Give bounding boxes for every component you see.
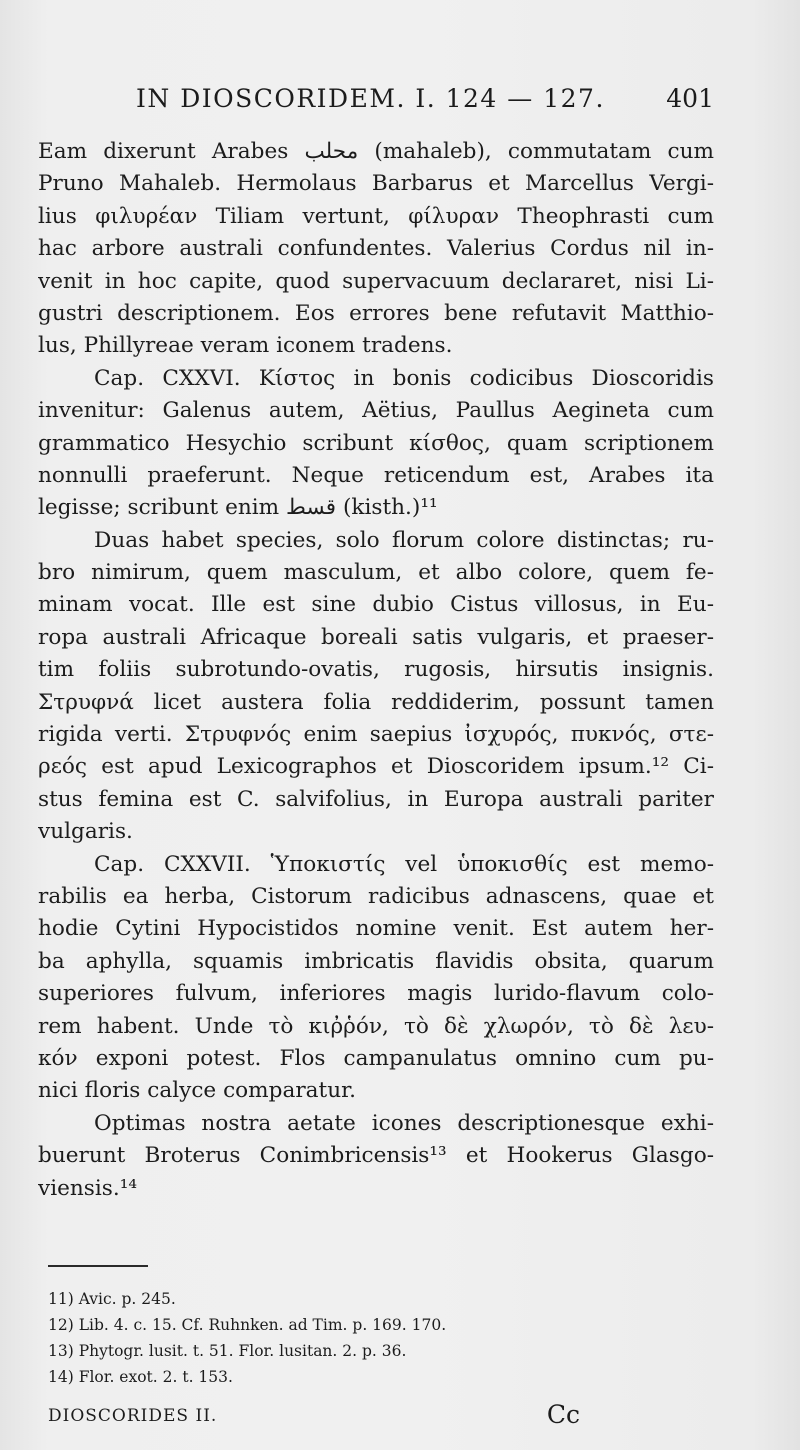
text-line: Στρυφνά licet austera folia reddiderim, possunt tamen [38,689,714,715]
text-line: ropa australi Africaque boreali satis vulgaris, et praeser- [38,624,714,650]
text-line: rabilis ea herba, Cistorum radicibus adnascens, quae et [38,883,714,909]
text-line: hodie Cytini Hypocistidos nomine venit. Est autem her- [38,916,714,942]
text-line: gustri descriptionem. Eos errores bene refutavit Matthio- [38,300,714,326]
running-title: IN DIOSCORIDEM. I. 124 — 127. [136,84,605,113]
text-line: hac arbore australi confundentes. Valerius Cordus nil in- [38,236,714,262]
text-line: minam vocat. Ille est sine dubio Cistus villosus, in Eu- [38,592,714,618]
text-line: lius φιλυρέαν Tiliam vertunt, φίλυραν Theophrasti cum [38,203,714,229]
signature-line: DIOSCORIDES II. [48,1406,218,1426]
footnote: 14) Flor. exot. 2. t. 153. [48,1368,233,1386]
text-line: legisse; scribunt enim قسط (kisth.)¹¹ [38,495,438,521]
text-line: superiores fulvum, inferiores magis lurido-flavum colo- [38,981,714,1007]
text-line: bro nimirum, quem masculum, et albo colore, quem fe- [38,560,714,586]
footnote: 12) Lib. 4. c. 15. Cf. Ruhnken. ad Tim. p. 169. 170. [48,1316,447,1334]
text-line: Cap. CXXVII. Ὑποκιστίς vel ὑποκισθίς est memo- [94,851,714,877]
text-line: ρεός est apud Lexicographos et Dioscoridem ipsum.¹² Ci- [38,754,714,780]
text-line: Optimas nostra aetate icones descriptionesque exhi- [94,1110,714,1136]
page-number: 401 [666,84,714,113]
text-line: stus femina est C. salvifolius, in Europa australi pariter [38,786,714,812]
footnote: 13) Phytogr. lusit. t. 51. Flor. lusitan. 2. p. 36. [48,1342,407,1360]
footnote: 11) Avic. p. 245. [48,1290,176,1308]
text-line: invenitur: Galenus autem, Aëtius, Paullus Aegineta cum [38,398,714,424]
text-line: rem habent. Unde τὸ κιῤῥόν, τὸ δὲ χλωρόν, τὸ δὲ λευ- [38,1013,714,1039]
text-line: Eam dixerunt Arabes محلب (mahaleb), commutatam cum [38,139,714,164]
text-line: Pruno Mahaleb. Hermolaus Barbarus et Marcellus Vergi- [38,171,714,197]
footnote-rule [48,1265,148,1267]
body-text [38,136,714,1205]
text-line: lus, Phillyreae veram iconem tradens. [38,333,453,359]
text-line: vulgaris. [38,819,133,845]
text-line: κόν exponi potest. Flos campanulatus omnino cum pu- [38,1045,714,1071]
text-line: tim foliis subrotundo-ovatis, rugosis, hirsutis insignis. [38,657,714,683]
text-line: ba aphylla, squamis imbricatis flavidis obsita, quarum [38,948,714,974]
text-line: grammatico Hesychio scribunt κίσθος, quam scriptionem [38,430,714,456]
page-footer [48,1400,580,1434]
text-line: nici floris calyce comparatur. [38,1078,356,1104]
text-line: rigida verti. Στρυφνός enim saepius ἰσχυρός, πυκνός, στε- [38,722,714,748]
text-line: Cap. CXXVI. Κίστος in bonis codicibus Dioscoridis [94,365,714,391]
text-line: nonnulli praeferunt. Neque reticendum est, Arabes ita [38,462,714,488]
text-line: venit in hoc capite, quod supervacuum declararet, nisi Li- [38,268,714,294]
footnotes [48,1286,448,1390]
text-line: buerunt Broterus Conimbricensis¹³ et Hookerus Glasgo- [38,1143,714,1169]
text-line: viensis.¹⁴ [38,1175,138,1201]
signature-mark: Cc [546,1400,580,1429]
text-line: Duas habet species, solo florum colore distinctas; ru- [94,527,714,553]
page-header [136,84,714,120]
